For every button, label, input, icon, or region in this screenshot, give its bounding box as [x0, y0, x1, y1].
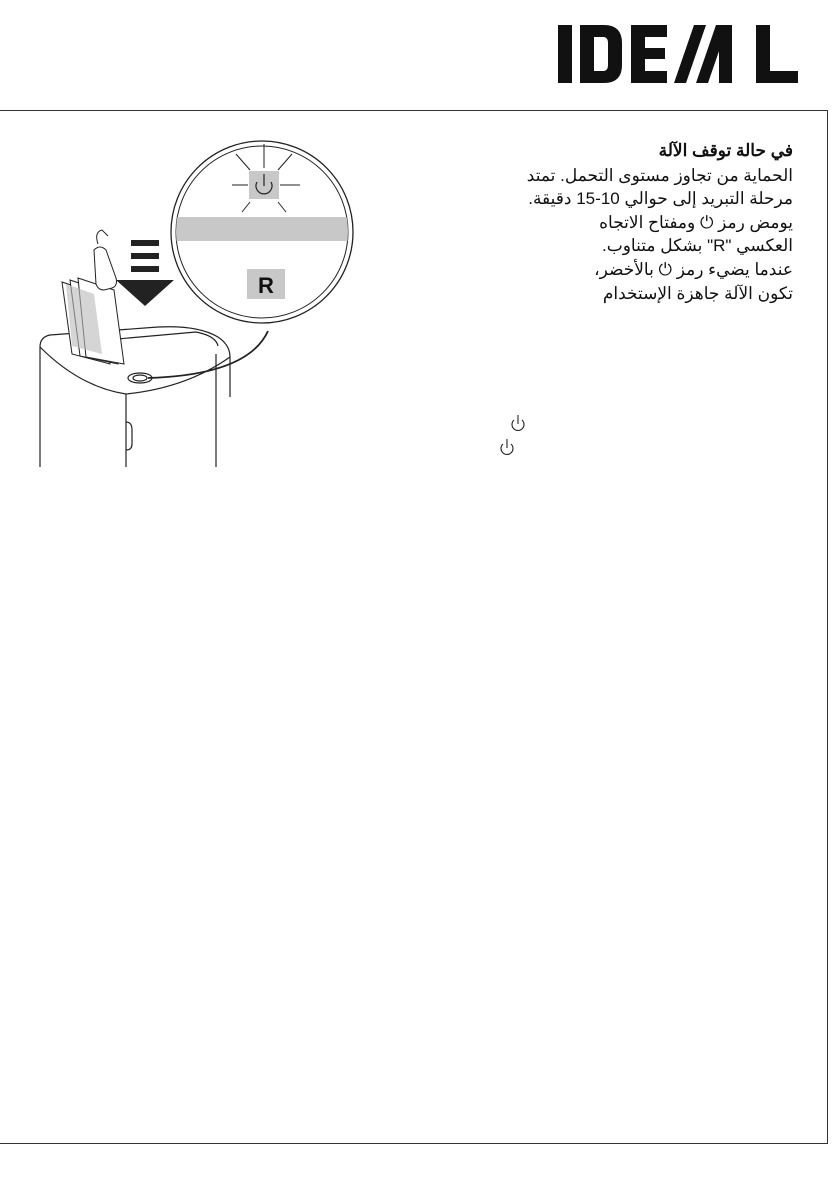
- reverse-key-label: R: [258, 273, 274, 298]
- stray-power-icons: [499, 412, 529, 460]
- instruction-line: يومض رمز ⏻ ومفتاح الاتجاه: [599, 212, 793, 232]
- power-icon: [501, 439, 513, 454]
- section-heading: في حالة توقف الآلة: [658, 141, 793, 160]
- shredder-illustration: [36, 132, 366, 472]
- instruction-line: عندما يضيء رمز ⏻ بالأخضر،: [594, 259, 793, 279]
- instruction-line: الحماية من تجاوز مستوى التحمل. تمتد: [526, 165, 793, 185]
- instructions-text: [433, 139, 793, 305]
- instruction-line: تكون الآلة جاهزة الإستخدام: [602, 283, 793, 303]
- ideal-logo: [556, 22, 802, 86]
- power-icon: [512, 415, 524, 430]
- instruction-line: العكسي "R" بشكل متناوب.: [602, 236, 793, 256]
- instruction-line: مرحلة التبريد إلى حوالي 10-15 دقيقة.: [528, 189, 793, 209]
